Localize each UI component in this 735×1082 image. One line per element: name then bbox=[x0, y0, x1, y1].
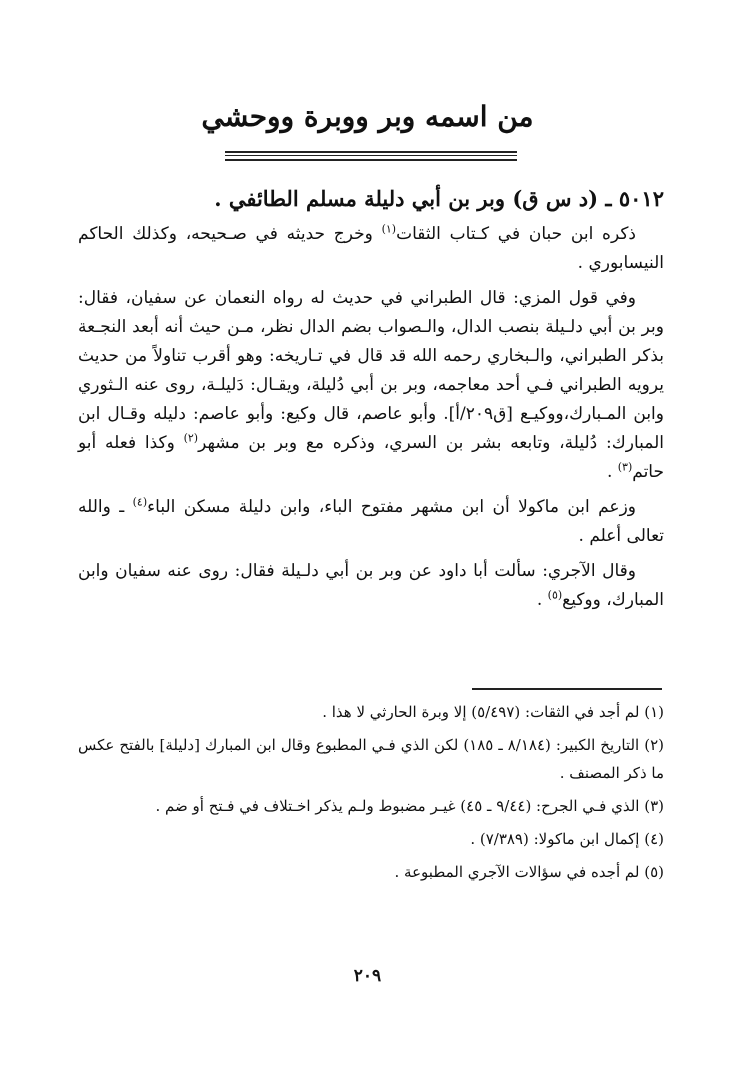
paragraph-text: ذكره ابن حبان في كـتاب الثقات bbox=[396, 224, 636, 244]
paragraph-text: وزعم ابن ماكولا أن ابن مشهر مفتوح الباء، وابن دليلة مسكن الباء bbox=[147, 497, 636, 517]
paragraph-text: ـ والله تعالى أعلم . bbox=[78, 497, 664, 546]
paragraph-text: . bbox=[606, 462, 618, 482]
paragraph bbox=[78, 284, 664, 487]
footnote: (٣) الذي فـي الجرح: (٩/٤٤ ـ ٤٥) غيـر مضبوط ولـم يذكر اخـتلاف في فـتح أو ضم . bbox=[155, 797, 664, 815]
footnote-reference: (١) bbox=[381, 222, 397, 236]
footnote-reference: (٣) bbox=[617, 460, 633, 474]
main-text bbox=[78, 182, 664, 621]
footnote: (١) لم أجد في الثقات: (٥/٤٩٧) إلا وبرة الحارثي لا هذا . bbox=[322, 703, 664, 721]
footnote-separator bbox=[472, 688, 662, 690]
paragraph-text: وفي قول المزي: قال الطبراني في حديث له رواه النعمان عن سفيان، فقال: وبر بن أبي دلـيلة بنصب الدال، والـصواب بضم الدال نظر، مـن حيث أنه أبعد النجـعة بذكر الطبراني، والـبخاري رحمه الله قد قال في تـاريخه: وهو أقرب تناولاً من حديث يرويه الطبراني فـي أحد معاجمه، وبر بن أبي دُليلة، ويقـال: دَليلـة، روى عنه الـثوري وابن المـبارك،ووكيـع [ق٢٠٩/أ]. وأبو عاصم، قال وكيع: وأبو عاصم: دليله وقـال ابن المبارك: دُليلة، وتابعه بشر بن السري، وذكره مع وبر بن مشهر bbox=[78, 288, 664, 453]
paragraph-text: وخرج حديثه في صـحيحه، وكذلك الحاكم النيسابوري . bbox=[78, 224, 664, 273]
footnote: (٢) التاريخ الكبير: (٨/١٨٤ ـ ١٨٥) لكن الذي فـي المطبوع وقال ابن المبارك [دليلة] بالفتح عكس ما ذكر المصنف . bbox=[78, 736, 664, 782]
paragraph bbox=[78, 493, 664, 551]
paragraph-text: وقال الآجري: سألت أبا داود عن وبر بن أبي دلـيلة فقال: روى عنه سفيان وابن المبارك، ووكيع bbox=[78, 561, 664, 610]
footnotes bbox=[78, 698, 664, 891]
paragraph bbox=[78, 557, 664, 615]
footnote: (٤) إكمال ابن ماكولا: (٧/٣٨٩) . bbox=[470, 830, 664, 848]
footnote-reference: (٥) bbox=[547, 588, 563, 602]
chapter-title: من اسمه وبر ووبرة ووحشي bbox=[201, 100, 534, 133]
paragraph-text: . bbox=[536, 590, 548, 610]
paragraph-text: وكذا فعله أبو حاتم bbox=[78, 433, 664, 482]
paragraph-list bbox=[78, 220, 664, 615]
footnote-reference: (٤) bbox=[132, 495, 148, 509]
paragraph bbox=[78, 220, 664, 278]
footnote-reference: (٢) bbox=[183, 431, 199, 445]
entry-heading: ٥٠١٢ ـ (د س ق) وبر بن أبي دليلة مسلم الطائفي . bbox=[214, 186, 664, 211]
title-underline bbox=[225, 151, 517, 161]
footnote: (٥) لم أجده في سؤالات الآجري المطبوعة . bbox=[394, 863, 664, 881]
page-number: ٢٠٩ bbox=[353, 966, 382, 986]
